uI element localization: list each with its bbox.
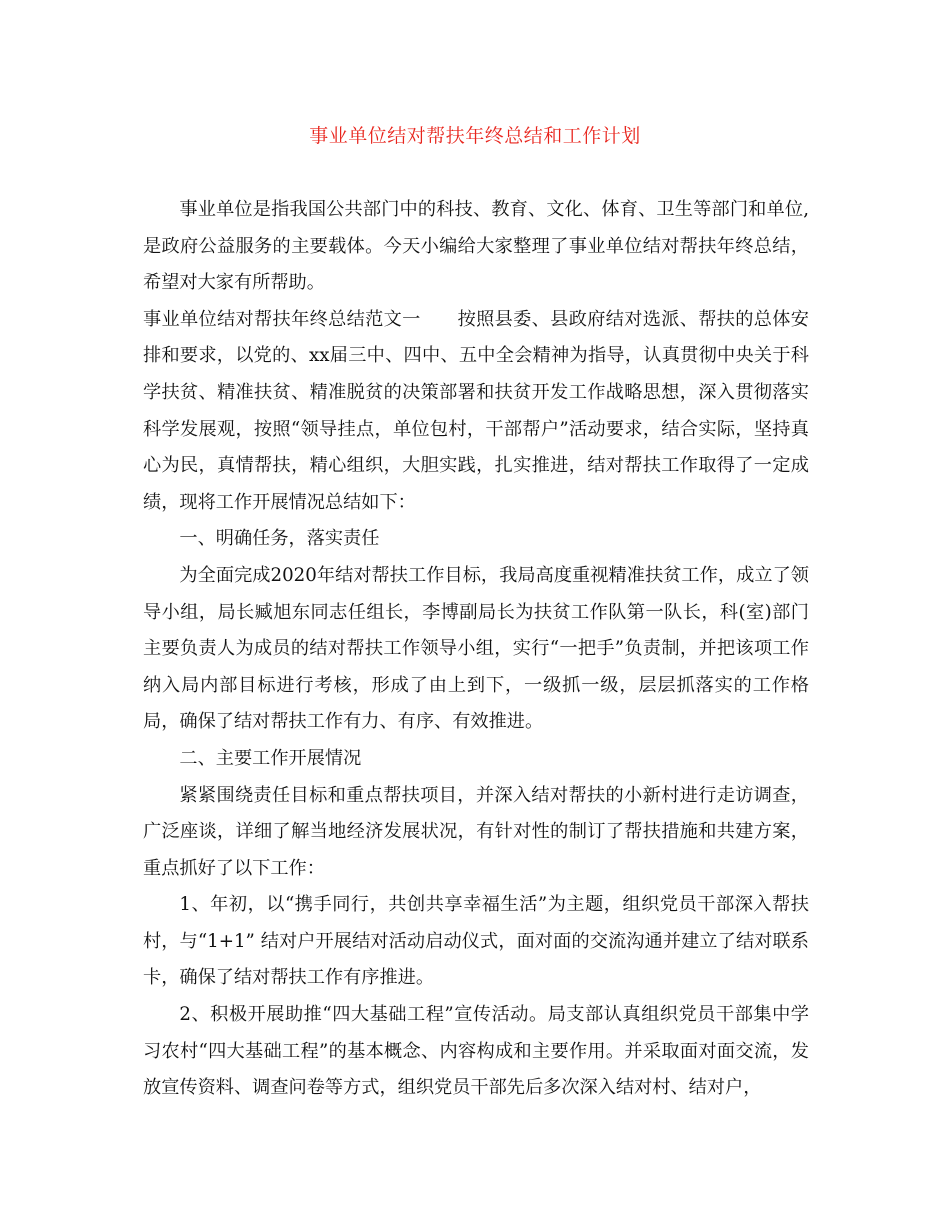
paragraph-work-overview: 紧紧围绕责任目标和重点帮扶项目，并深入结对帮扶的小新村进行走访调查，广泛座谈，详细了解当地经济发展状况，有针对性的制订了帮扶措施和共建方案，重点抓好了以下工作： xyxy=(143,784,809,879)
paragraph-item-1: 1、年初，以“携手同行，共创共享幸福生活”为主题，组织党员干部深入帮扶村，与“1+1” 结对户开展结对活动启动仪式，面对面的交流沟通并建立了结对联系卡，确保了结对帮扶工作有序推进。 xyxy=(143,894,809,989)
document-title: 事业单位结对帮扶年终总结和工作计划 xyxy=(309,125,641,147)
paragraph-sample-one: 事业单位结对帮扶年终总结范文一 按照县委、县政府结对选派、帮扶的总体安排和要求，以党的、xx届三中、四中、五中全会精神为指导，认真贯彻中央关于科学扶贫、精准扶贫、精准脱贫的决策部署和扶贫开发工作战略思想，深入贯彻落实科学发展观，按照“领导挂点，单位包村，干部帮户”活动要求，结合实际，坚持真心为民，真情帮扶，精心组织，大胆实践，扎实推进，结对帮扶工作取得了一定成绩，现将工作开展情况总结如下： xyxy=(143,308,809,513)
section-heading-2: 二、主要工作开展情况 xyxy=(179,747,362,769)
paragraph-responsibility: 为全面完成2020年结对帮扶工作目标，我局高度重视精准扶贫工作，成立了领导小组，局长臧旭东同志任组长，李博副局长为扶贫工作队第一队长，科(室)部门主要负责人为成员的结对帮扶工作领导小组，实行“一把手”负责制，并把该项工作纳入局内部目标进行考核，形成了由上到下，一级抓一级，层层抓落实的工作格局，确保了结对帮扶工作有力、有序、有效推进。 xyxy=(143,564,809,733)
section-heading-1: 一、明确任务，落实责任 xyxy=(179,528,380,550)
paragraph-intro: 事业单位是指我国公共部门中的科技、教育、文化、体育、卫生等部门和单位,是政府公益服务的主要载体。今天小编给大家整理了事业单位结对帮扶年终总结，希望对大家有所帮助。 xyxy=(143,199,809,294)
document-body xyxy=(143,192,809,1107)
paragraph-item-2: 2、积极开展助推“四大基础工程”宣传活动。局支部认真组织党员干部集中学习农村“四大基础工程”的基本概念、内容构成和主要作用。并采取面对面交流，发放宣传资料、调查问卷等方式，组织党员干部先后多次深入结对村、结对户， xyxy=(143,1004,809,1099)
